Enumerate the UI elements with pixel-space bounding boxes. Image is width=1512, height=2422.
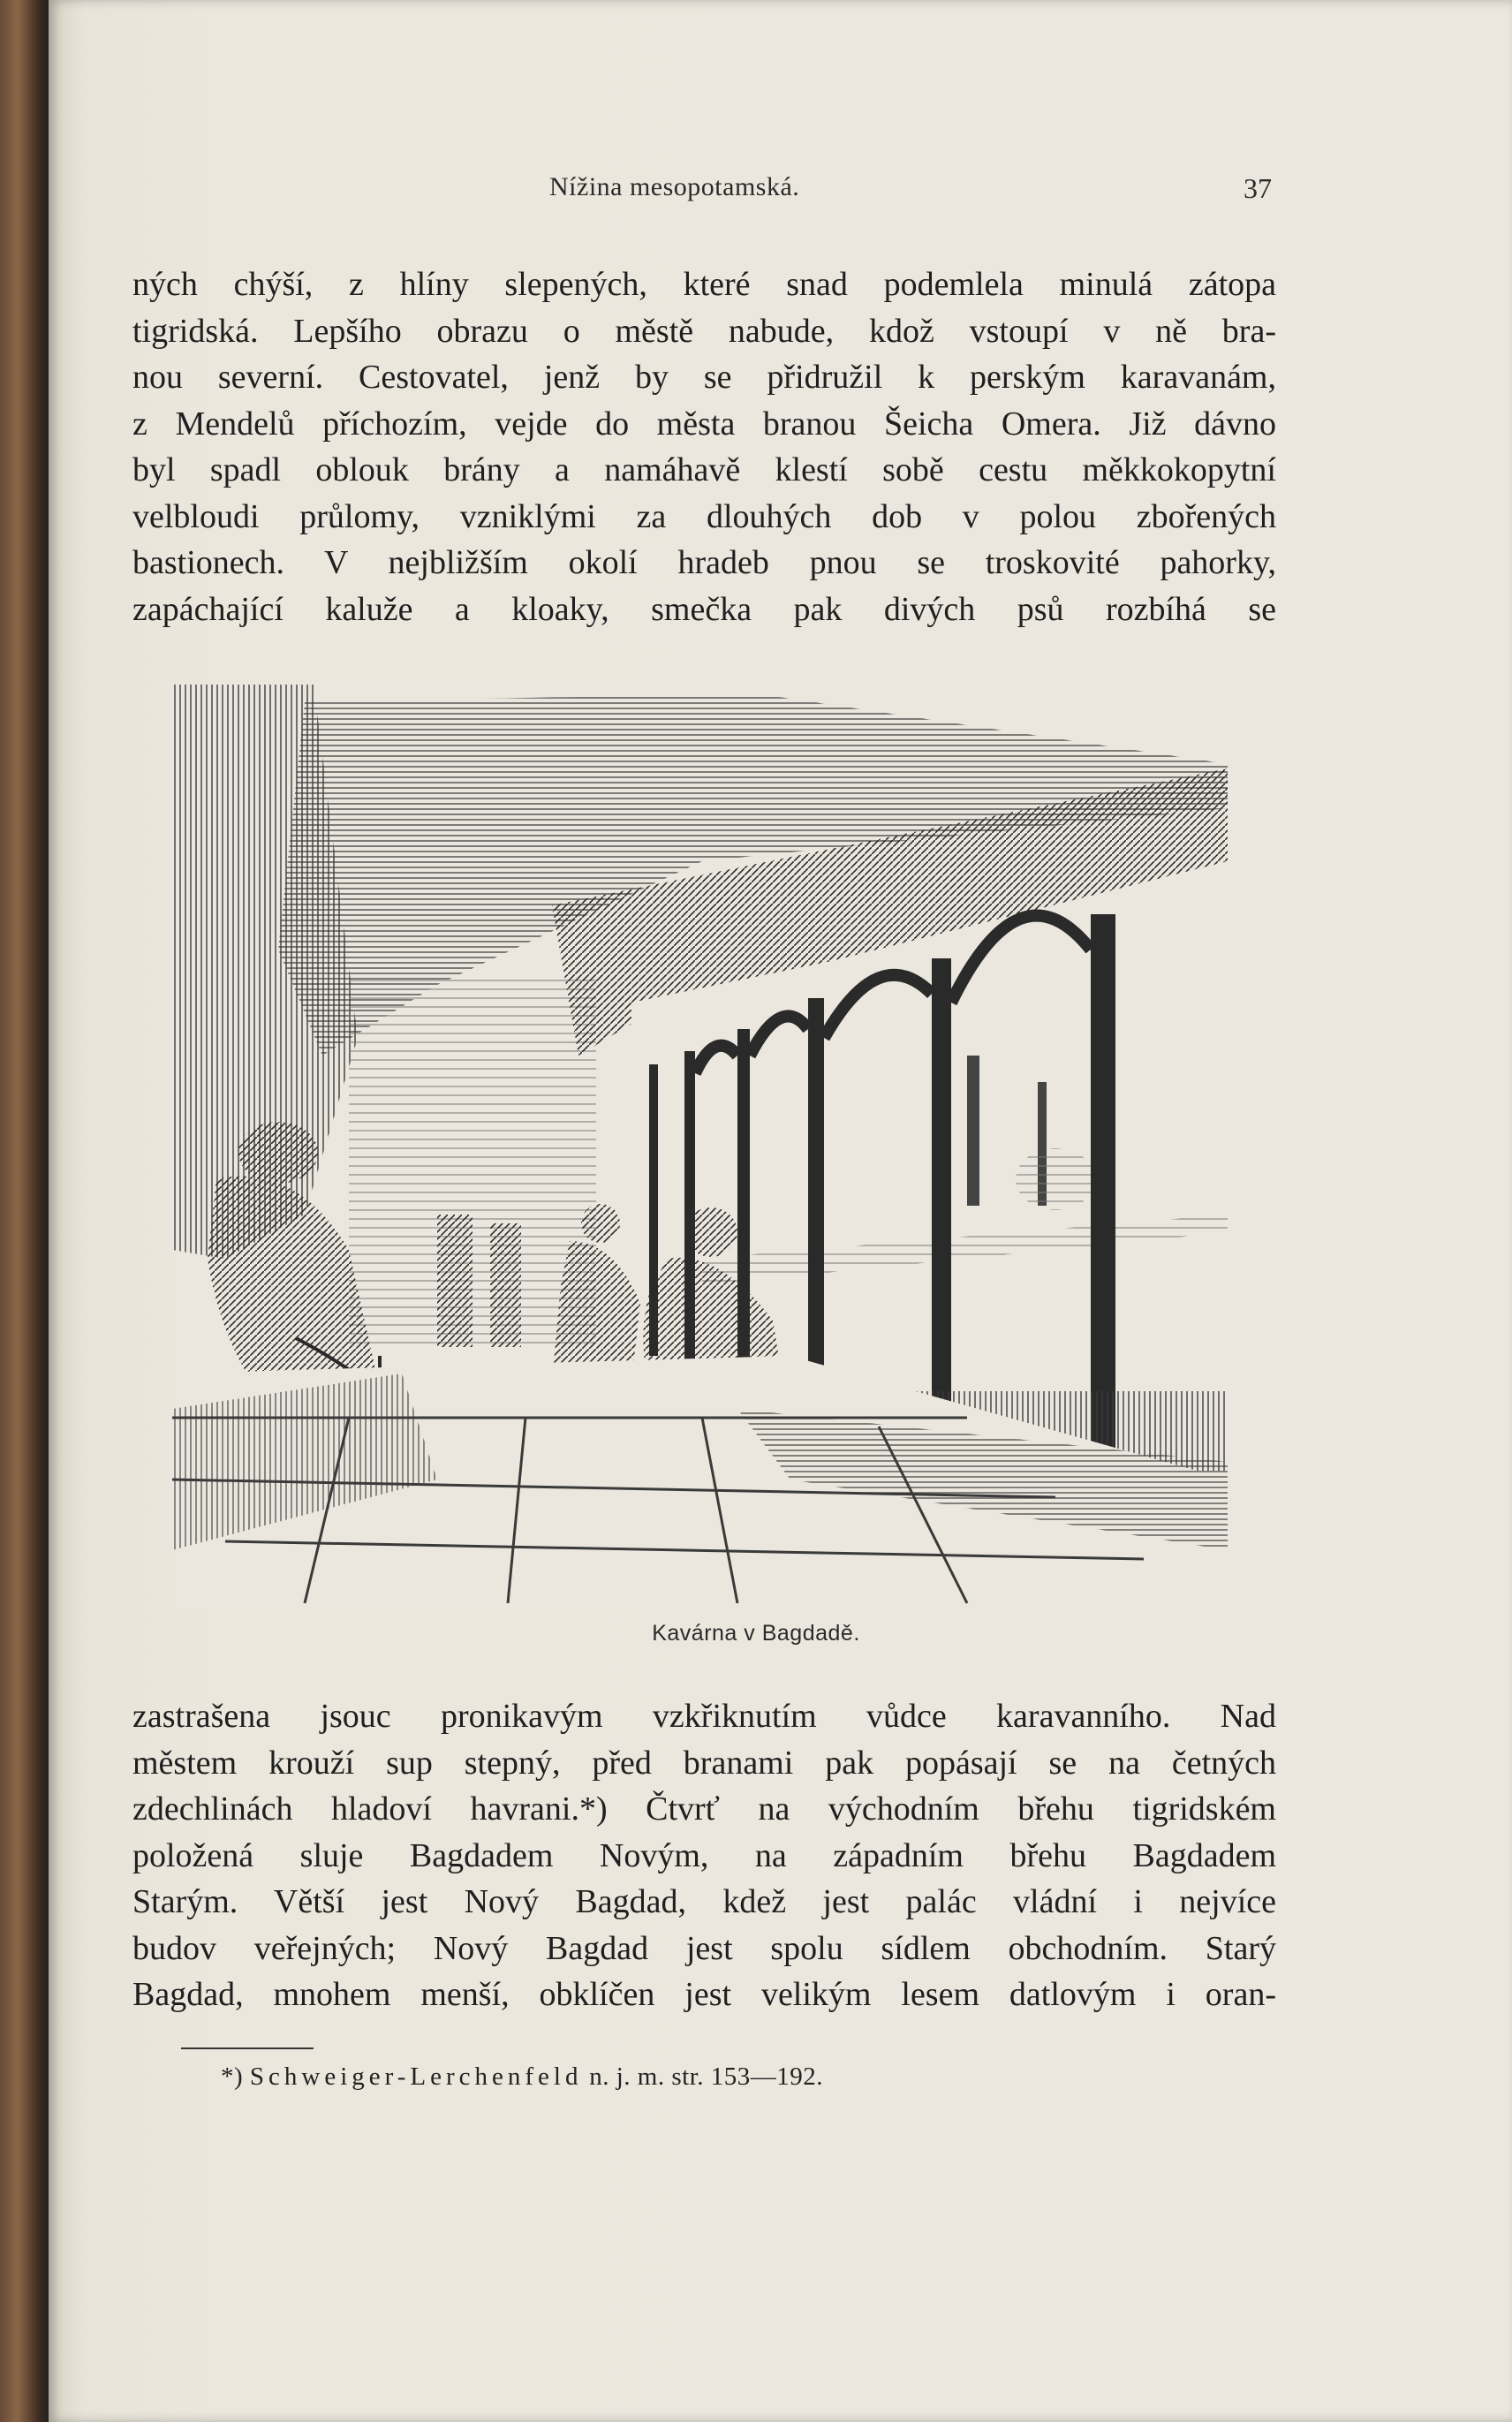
footnote-author: Schweiger-Lerchenfeld (249, 2062, 583, 2091)
page-number: 37 (1244, 172, 1272, 204)
text-line: zdechlinách hladoví havrani.*) Čtvrť na východním břehu tigridském (132, 1790, 1276, 1828)
text-line: městem krouží sup stepný, před branami pak popásají se na četných (132, 1744, 1276, 1782)
text-line: zastrašena jsouc pronikavým vzkřiknutím vůdce karavanního. Nad (132, 1698, 1276, 1735)
paragraph-bottom (132, 1693, 1276, 2018)
text-line: bastionech. V nejbližším okolí hradeb pnou se troskovité pahorky, (132, 544, 1276, 581)
paragraph-top (132, 261, 1276, 632)
footnote-reference: n. j. m. str. 153—192. (589, 2062, 823, 2091)
text-line: Starým. Větší jest Nový Bagdad, kdež jest palác vládní i nejvíce (132, 1883, 1276, 1920)
illustration-caption: Kavárna v Bagdadě. (652, 1621, 860, 1646)
text-line: zapáchající kaluže a kloaky, smečka pak divých psů rozbíhá se (132, 590, 1276, 628)
footnote (221, 2062, 823, 2092)
footnote-divider (181, 2047, 314, 2049)
engraving-illustration (172, 685, 1228, 1608)
book-spine (0, 0, 49, 2422)
text-line: velbloudi průlomy, vzniklými za dlouhých dob v polou zbořených (132, 497, 1276, 535)
text-line: byl spadl oblouk brány a namáhavě klestí sobě cestu měkkokopytní (132, 451, 1276, 488)
running-title: Nížina mesopotamská. (549, 172, 800, 201)
text-line: nou severní. Cestovatel, jenž by se přidružil k perským karavanám, (132, 359, 1276, 396)
running-head (132, 172, 1272, 216)
text-line: z Mendelů příchozím, vejde do města branou Šeicha Omera. Již dávno (132, 405, 1276, 443)
text-line: Bagdad, mnohem menší, obklíčen jest velikým lesem datlovým i oran- (132, 1976, 1276, 2013)
text-line: položená sluje Bagdadem Novým, na západním břehu Bagdadem (132, 1836, 1276, 1874)
text-line: ných chýší, z hlíny slepených, které snad podemlela minulá zátopa (132, 266, 1276, 303)
text-line: budov veřejných; Nový Bagdad jest spolu sídlem obchodním. Starý (132, 1929, 1276, 1967)
text-line: tigridská. Lepšího obrazu o městě nabude, kdož vstoupí v ně bra- (132, 312, 1276, 350)
footnote-marker: *) (221, 2062, 244, 2091)
